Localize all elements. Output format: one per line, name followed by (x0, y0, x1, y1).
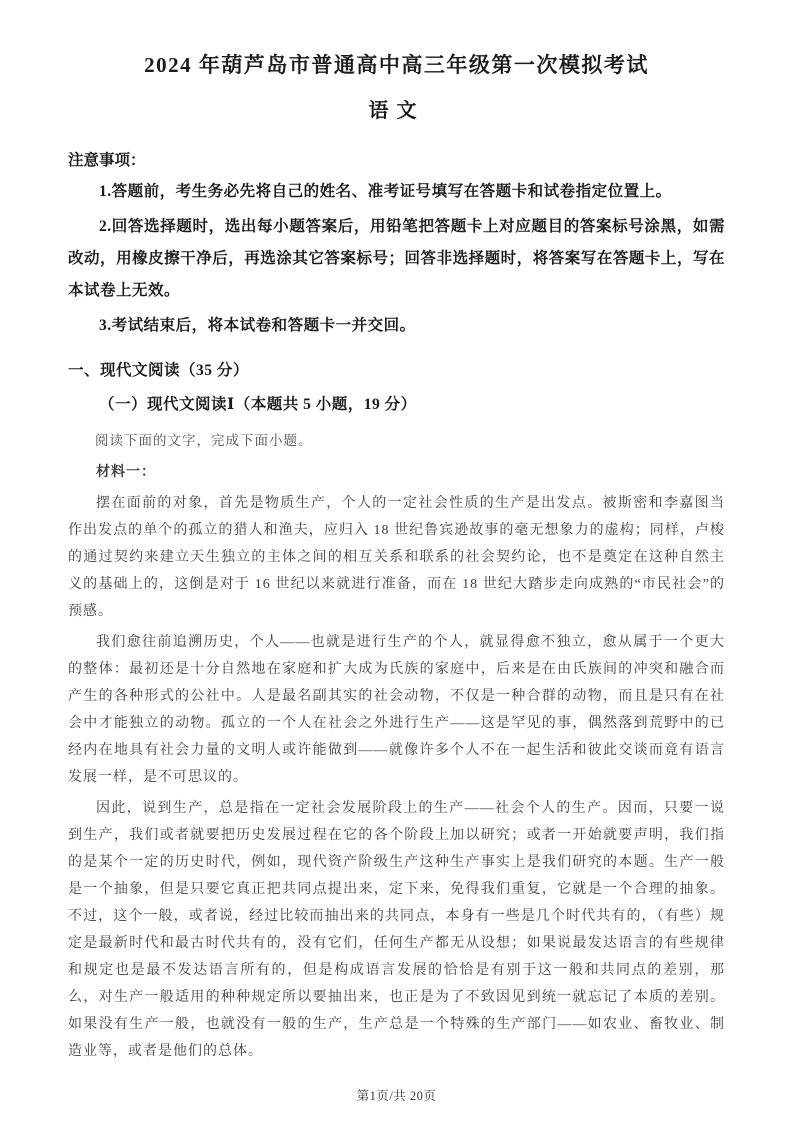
passage-paragraph-2: 我们愈往前追溯历史，个人——也就是进行生产的个人，就显得愈不独立，愈从属于一个更大的整体：最初还是十分自然地在家庭和扩大成为氏族的家庭中，后来是在由氏族间的冲突和融合而产生的各种形式的公社中。人是最名副其实的社会动物，不仅是一种合群的动物，而且是只有在社会中才能独立的动物。孤立的一个人在社会之外进行生产——这是罕见的事，偶然落到荒野中的已经内在地具有社会力量的文明人或许能做到——就像许多个人不在一起生活和彼此交谈而竟有语言发展一样，是不可思议的。 (68, 635, 725, 785)
exam-title: 2024 年葫芦岛市普通高中高三年级第一次模拟考试 (144, 53, 649, 77)
passage-paragraph-3: 因此，说到生产，总是指在一定社会发展阶段上的生产——社会个人的生产。因而，只要一说到生产，我们或者就要把历史发展过程在它的各个阶段上加以研究；或者一开始就要声明，我们指的是某个一定的历史时代，例如，现代资产阶级生产这种生产事实上是我们研究的本题。生产一般是一个抽象，但是只要它真正把共同点提出来，定下来，免得我们重复，它就是一个合理的抽象。不过，这个一般，或者说，经过比较而抽出来的共同点，本身有一些是几个时代共有的，（有些）规定是最新时代和最古时代共有的，没有它们，任何生产都无从设想；如果说最发达语言的有些规律和规定也是最不发达语言所有的，但是构成语言发展的恰恰是有别于这一般和共同点的差别，那么，对生产一般适用的种种规定所以要抽出来，也正是为了不致因见到统一就忘记了本质的差别。如果没有生产一般，也就没有一般的生产，生产总是一个特殊的生产部门——如农业、畜牧业、制造业等，或者是他们的总体。 (68, 801, 725, 1059)
passage-instruction: 阅读下面的文字，完成下面小题。 (95, 433, 313, 448)
notice-item-2: 2.回答选择题时，选出每小题答案后，用铅笔把答题卡上对应题目的答案标号涂黑，如需改动，用橡皮擦干净后，再选涂其它答案标号；回答非选择题时，将答案写在答题卡上，写在本试卷上无效。 (68, 218, 725, 299)
notice-item-3: 3.考试结束后，将本试卷和答题卡一并交回。 (99, 317, 416, 334)
material-one-label: 材料一： (96, 465, 156, 480)
passage-paragraph-1: 摆在面前的对象，首先是物质生产，个人的一定社会性质的生产是出发点。被斯密和李嘉图当作出发点的单个的孤立的猎人和渔夫，应归入 18 世纪鲁宾逊故事的毫无想象力的虚构；同样，卢梭的通过契约来建立天生独立的主体之间的相互关系和联系的社会契约论，也不是奠定在这种自然主义的基础上的，这倒是对于 16 世纪以来就进行准备，而在 18 世纪大踏步走向成熟的“市民社会”的预感。 (68, 496, 725, 619)
page-footer (0, 1086, 793, 1104)
section-heading-modern-reading: 一、现代文阅读（35 分） (68, 362, 249, 379)
exam-subject: 语文 (368, 100, 425, 122)
page-number: 第1页/共 20页 (356, 1089, 437, 1103)
subsection-heading-reading-1: （一）现代文阅读Ⅰ（本题共 5 小题，19 分） (99, 396, 417, 413)
notice-section (68, 149, 725, 342)
notice-item-1: 1.答题前，考生务必先将自己的姓名、准考证号填写在答题卡和试卷指定位置上。 (99, 183, 672, 200)
notice-heading: 注意事项： (68, 152, 146, 169)
